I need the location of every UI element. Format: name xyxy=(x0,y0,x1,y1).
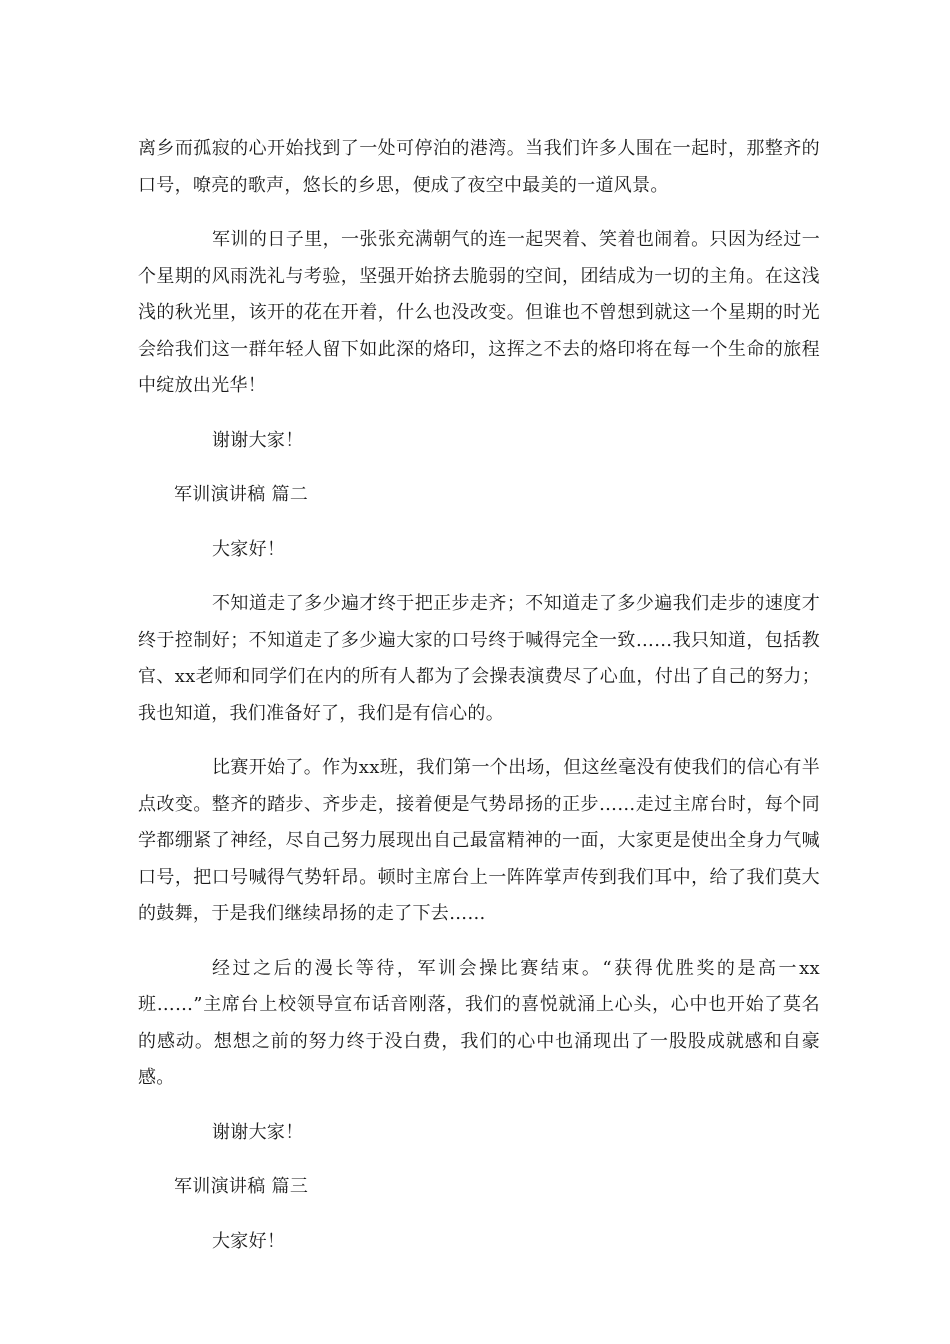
paragraph-greeting-2: 大家好！ xyxy=(212,538,286,560)
document-page xyxy=(138,131,820,1278)
paragraph-thanks-2: 谢谢大家！ xyxy=(212,1121,304,1143)
paragraph-competition: 比赛开始了。作为xx班，我们第一个出场，但这丝毫没有使我们的信心有半点改变。整齐的踏步、齐步走，接着便是气势昂扬的正步……走过主席台时，每个同学都绷紧了神经，尽自己努力展现出自己最富精神的一面，大家更是使出全身力气喊口号，把口号喊得气势轩昂。顿时主席台上一阵阵掌声传到我们耳中，给了我们莫大的鼓舞，于是我们继续昂扬的走了下去…… xyxy=(138,757,820,924)
paragraph-greeting-3: 大家好！ xyxy=(212,1230,286,1252)
section-heading-part-two: 军训演讲稿 篇二 xyxy=(174,484,309,505)
paragraph-intro-continuation: 离乡而孤寂的心开始找到了一处可停泊的港湾。当我们许多人围在一起时，那整齐的口号，嘹亮的歌声，悠长的乡思，便成了夜空中最美的一道风景。 xyxy=(138,138,820,196)
paragraph-thanks-1: 谢谢大家！ xyxy=(212,429,304,451)
section-heading-part-three: 军训演讲稿 篇三 xyxy=(174,1176,309,1197)
paragraph-practice: 不知道走了多少遍才终于把正步走齐；不知道走了多少遍我们走步的速度才终于控制好；不知道走了多少遍大家的口号终于喊得完全一致……我只知道，包括教官、xx老师和同学们在内的所有人都为了会操表演费尽了心血，付出了自己的努力；我也知道，我们准备好了，我们是有信心的。 xyxy=(138,593,820,724)
paragraph-military-training-days: 军训的日子里，一张张充满朝气的连一起哭着、笑着也闹着。只因为经过一个星期的风雨洗礼与考验，坚强开始挤去脆弱的空间，团结成为一切的主角。在这浅浅的秋光里，该开的花在开着，什么也没改变。但谁也不曾想到就这一个星期的时光会给我们这一群年轻人留下如此深的烙印，这挥之不去的烙印将在每一个生命的旅程中绽放出光华！ xyxy=(138,229,820,396)
paragraph-result: 经过之后的漫长等待，军训会操比赛结束。“获得优胜奖的是高一xx班……”主席台上校领导宣布话音刚落，我们的喜悦就涌上心头，心中也开始了莫名的感动。想想之前的努力终于没白费，我们的心中也涌现出了一股股成就感和自豪感。 xyxy=(138,957,820,1088)
